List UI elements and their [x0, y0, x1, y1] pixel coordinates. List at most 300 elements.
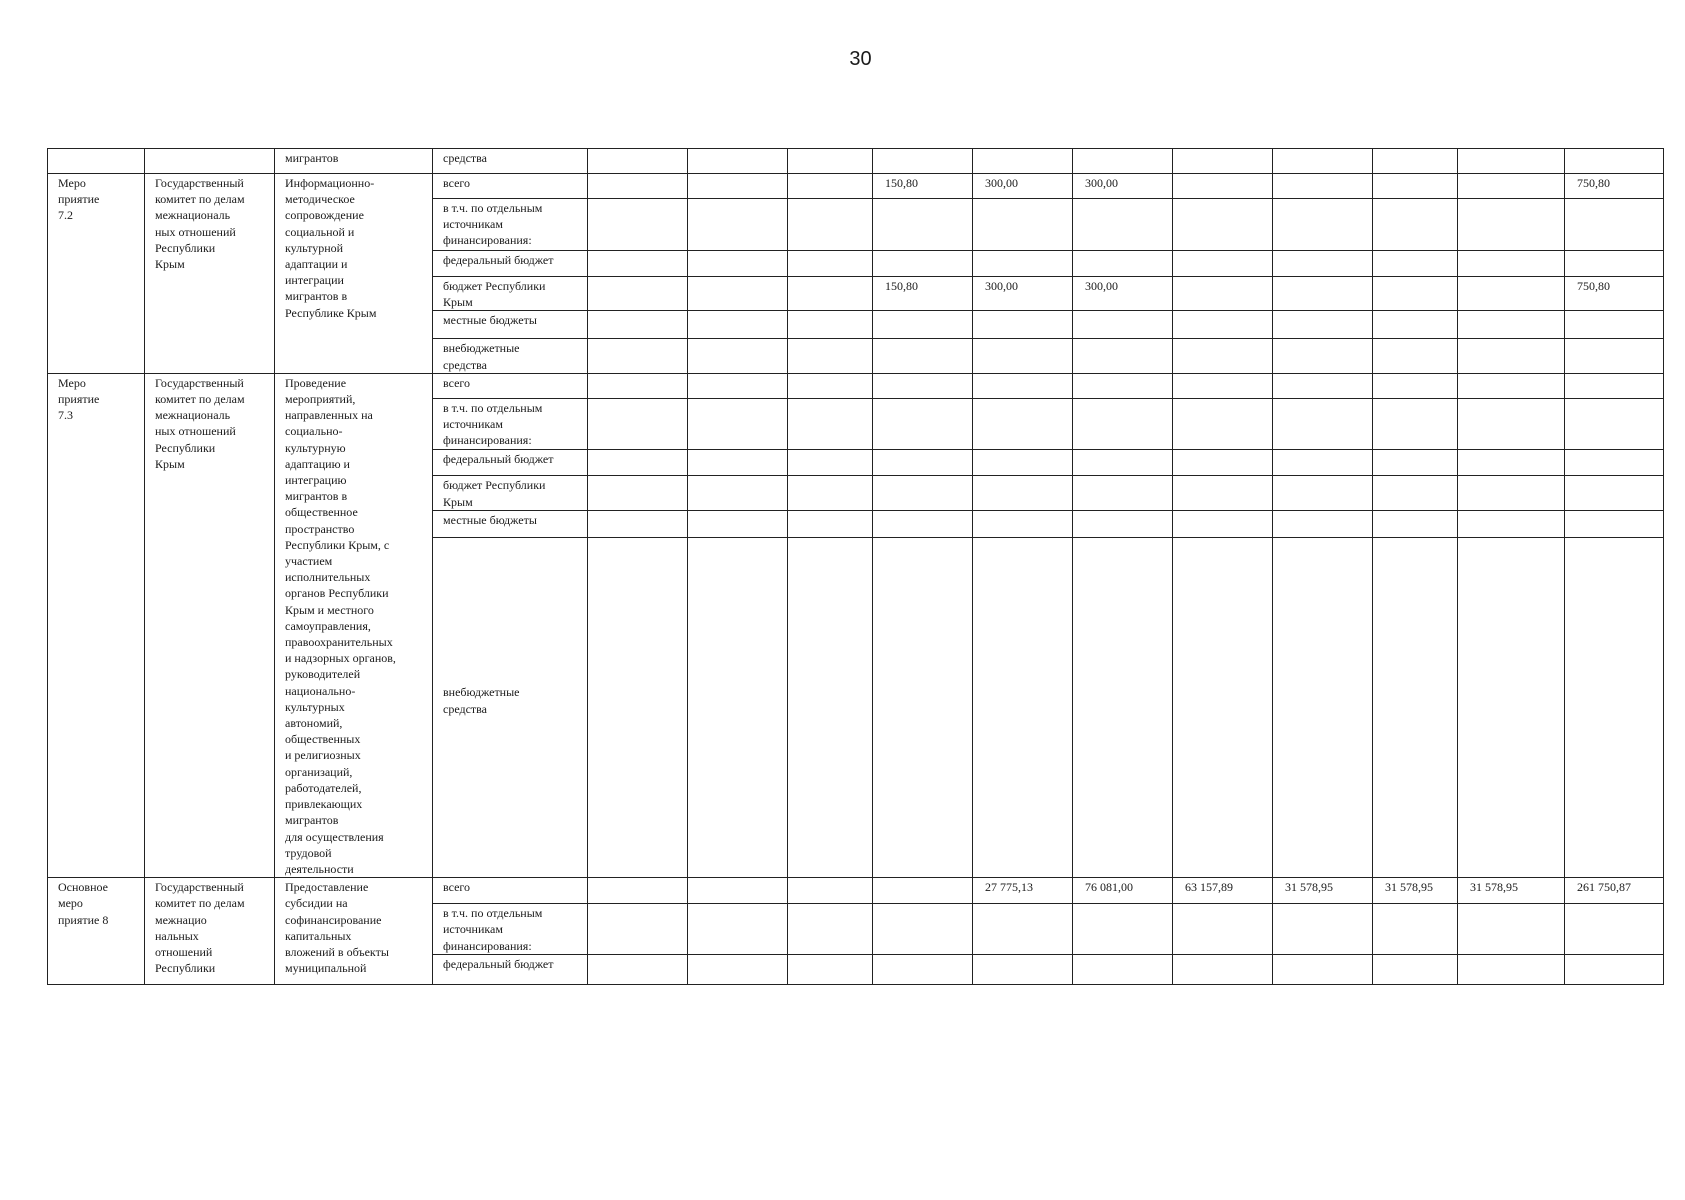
value-cell	[788, 476, 873, 511]
description-cell-line: пространство	[285, 521, 355, 536]
value-cell	[1565, 399, 1664, 450]
value-cell	[1458, 904, 1565, 955]
value-cell: 750,80	[1565, 277, 1664, 311]
value-cell	[1565, 476, 1664, 511]
event-cell-line: приятие 8	[58, 912, 109, 927]
value-cell	[873, 450, 973, 476]
funding-source-cell-line: в т.ч. по отдельным	[443, 401, 543, 416]
funding-source-cell	[433, 311, 588, 339]
value-cell	[588, 878, 688, 904]
funding-source-cell	[433, 251, 588, 277]
event-cell-line: 7.3	[58, 408, 73, 423]
value-cell	[1373, 373, 1458, 398]
funding-source-cell-line: средства	[443, 357, 488, 372]
value-cell	[1458, 199, 1565, 251]
value-cell	[1173, 149, 1273, 174]
table-row	[48, 174, 1664, 199]
value-cell	[1565, 954, 1664, 984]
value-cell: 63 157,89	[1173, 878, 1273, 904]
executor-cell-line: комитет по делам	[155, 392, 245, 407]
funding-source-cell	[433, 399, 588, 450]
executor-cell-line: Крым	[155, 456, 185, 471]
value-cell	[688, 174, 788, 199]
value-cell	[1073, 399, 1173, 450]
event-cell-line: Меро	[58, 176, 86, 190]
value-cell	[873, 878, 973, 904]
value-cell	[588, 251, 688, 277]
value-cell	[1273, 174, 1373, 199]
value-cell	[788, 511, 873, 537]
value-cell	[1173, 277, 1273, 311]
value-cell	[788, 537, 873, 878]
funding-source-cell	[433, 149, 588, 174]
value-cell	[788, 399, 873, 450]
value-cell	[588, 339, 688, 373]
description-cell-line: для осуществления	[285, 829, 384, 844]
value-cell	[1273, 339, 1373, 373]
description-cell-line: мигрантов в	[285, 289, 348, 304]
funding-source-cell-line: всего	[443, 880, 471, 895]
value-cell	[1273, 511, 1373, 537]
value-cell: 27 775,13	[973, 878, 1073, 904]
funding-source-cell	[433, 878, 588, 904]
value-cell	[688, 954, 788, 984]
value-cell	[1458, 149, 1565, 174]
value-cell	[588, 373, 688, 398]
value-cell	[688, 450, 788, 476]
description-cell-line: руководителей	[285, 667, 361, 682]
value-cell	[1073, 149, 1173, 174]
value-cell: 300,00	[973, 174, 1073, 199]
value-cell	[1565, 537, 1664, 878]
value-cell	[1073, 511, 1173, 537]
description-cell	[275, 878, 433, 985]
value-cell	[788, 450, 873, 476]
funding-source-cell-line: местные бюджеты	[443, 313, 537, 328]
event-cell	[48, 174, 145, 374]
executor-cell-line: Республики	[155, 240, 216, 255]
description-cell-line: культурных	[285, 699, 345, 714]
executor-cell-line: ных отношений	[155, 224, 236, 239]
value-cell	[1373, 339, 1458, 373]
value-cell	[1458, 511, 1565, 537]
value-cell	[1373, 251, 1458, 277]
event-cell-line: приятие	[58, 392, 100, 407]
funding-source-cell-line: в т.ч. по отдельным	[443, 906, 543, 921]
description-cell-line: софинансирование	[285, 912, 382, 927]
value-cell	[788, 954, 873, 984]
executor-cell-line: Республики	[155, 440, 216, 455]
value-cell	[1373, 311, 1458, 339]
value-cell	[1073, 476, 1173, 511]
value-cell	[873, 199, 973, 251]
executor-cell-line: межнациональ	[155, 408, 231, 423]
funding-source-cell	[433, 339, 588, 373]
description-cell-line: автономий,	[285, 716, 343, 731]
description-cell-line: деятельности	[285, 861, 354, 876]
value-cell: 150,80	[873, 174, 973, 199]
value-cell	[788, 904, 873, 955]
value-cell	[1273, 277, 1373, 311]
value-cell	[588, 149, 688, 174]
executor-cell	[145, 373, 275, 877]
funding-source-cell-line: финансирования:	[443, 433, 532, 448]
value-cell	[1565, 373, 1664, 398]
value-cell: 261 750,87	[1565, 878, 1664, 904]
description-cell-line: правоохранительных	[285, 635, 393, 650]
description-cell	[275, 149, 433, 174]
executor-cell-line: межнациональ	[155, 208, 231, 223]
value-cell	[588, 954, 688, 984]
funding-source-cell	[433, 511, 588, 537]
value-cell	[688, 399, 788, 450]
value-cell	[688, 511, 788, 537]
value-cell	[1073, 251, 1173, 277]
executor-cell-line: межнацио	[155, 912, 207, 927]
funding-source-cell-line: в т.ч. по отдельным	[443, 201, 543, 215]
description-cell-line: трудовой	[285, 845, 332, 860]
description-cell-line: и религиозных	[285, 748, 361, 763]
value-cell	[873, 476, 973, 511]
value-cell: 31 578,95	[1273, 878, 1373, 904]
value-cell	[588, 399, 688, 450]
value-cell	[1565, 199, 1664, 251]
value-cell	[973, 537, 1073, 878]
executor-cell	[145, 878, 275, 985]
value-cell	[688, 311, 788, 339]
description-cell	[275, 373, 433, 877]
value-cell: 300,00	[1073, 277, 1173, 311]
value-cell	[1373, 511, 1458, 537]
value-cell: 76 081,00	[1073, 878, 1173, 904]
value-cell	[1073, 339, 1173, 373]
value-cell	[1273, 537, 1373, 878]
value-cell	[1273, 149, 1373, 174]
value-cell	[1373, 450, 1458, 476]
funding-source-cell-line: внебюджетные	[443, 685, 520, 700]
event-cell-line: меро	[58, 896, 83, 911]
description-cell-line: и надзорных органов,	[285, 651, 396, 666]
value-cell	[1373, 174, 1458, 199]
value-cell	[588, 904, 688, 955]
funding-source-cell	[433, 174, 588, 199]
value-cell: 31 578,95	[1373, 878, 1458, 904]
event-cell-line: Меро	[58, 375, 86, 390]
value-cell	[873, 149, 973, 174]
description-cell-line: мигрантов	[285, 151, 339, 165]
description-cell-line: самоуправления,	[285, 618, 371, 633]
funding-source-cell-line: внебюджетные	[443, 341, 520, 356]
description-cell-line: исполнительных	[285, 570, 371, 585]
description-cell-line: работодателей,	[285, 780, 362, 795]
value-cell	[973, 954, 1073, 984]
funding-source-cell-line: источникам	[443, 922, 503, 937]
description-cell-line: сопровождение	[285, 208, 364, 223]
executor-cell-line: Государственный	[155, 880, 244, 895]
funding-source-cell-line: средства	[443, 151, 488, 165]
value-cell	[588, 277, 688, 311]
value-cell	[688, 878, 788, 904]
funding-source-cell	[433, 537, 588, 878]
value-cell	[973, 399, 1073, 450]
funding-source-cell-line: Крым	[443, 295, 473, 310]
value-cell	[1073, 904, 1173, 955]
value-cell: 31 578,95	[1458, 878, 1565, 904]
value-cell	[1373, 537, 1458, 878]
value-cell	[1458, 450, 1565, 476]
value-cell	[1073, 537, 1173, 878]
value-cell	[588, 199, 688, 251]
executor-cell-line: Республики	[155, 961, 216, 976]
value-cell	[1273, 199, 1373, 251]
value-cell: 300,00	[973, 277, 1073, 311]
value-cell	[688, 251, 788, 277]
value-cell	[688, 904, 788, 955]
value-cell	[873, 251, 973, 277]
executor-cell-line: Крым	[155, 257, 185, 272]
value-cell	[1373, 476, 1458, 511]
description-cell-line: общественное	[285, 505, 358, 520]
value-cell	[1273, 476, 1373, 511]
value-cell	[1373, 199, 1458, 251]
value-cell	[588, 511, 688, 537]
executor-cell-line: нальных	[155, 928, 199, 943]
value-cell	[973, 511, 1073, 537]
value-cell	[788, 339, 873, 373]
description-cell-line: методическое	[285, 192, 355, 207]
value-cell	[788, 174, 873, 199]
value-cell	[1173, 174, 1273, 199]
funding-source-cell-line: федеральный бюджет	[443, 956, 554, 971]
value-cell	[973, 476, 1073, 511]
description-cell-line: социальной и	[285, 224, 355, 239]
value-cell	[1273, 373, 1373, 398]
value-cell	[688, 537, 788, 878]
value-cell	[1173, 373, 1273, 398]
value-cell	[1073, 199, 1173, 251]
funding-source-cell-line: финансирования:	[443, 938, 532, 953]
description-cell-line: культурную	[285, 440, 346, 455]
value-cell	[1458, 277, 1565, 311]
executor-cell-line: Государственный	[155, 375, 244, 390]
value-cell	[1565, 904, 1664, 955]
value-cell: 750,80	[1565, 174, 1664, 199]
value-cell	[1458, 373, 1565, 398]
funding-source-cell-line: федеральный бюджет	[443, 253, 554, 267]
value-cell	[1565, 251, 1664, 277]
executor-cell	[145, 174, 275, 374]
funding-source-cell-line: средства	[443, 701, 488, 716]
value-cell	[1073, 373, 1173, 398]
value-cell	[973, 373, 1073, 398]
description-cell-line: национально-	[285, 683, 356, 698]
value-cell	[1273, 251, 1373, 277]
funding-source-cell	[433, 373, 588, 398]
value-cell	[1173, 339, 1273, 373]
value-cell	[1173, 450, 1273, 476]
value-cell	[873, 511, 973, 537]
value-cell	[688, 339, 788, 373]
value-cell	[688, 199, 788, 251]
value-cell	[788, 199, 873, 251]
description-cell-line: органов Республики	[285, 586, 389, 601]
description-cell-line: общественных	[285, 732, 361, 747]
table-row	[48, 149, 1664, 174]
value-cell	[873, 311, 973, 339]
description-cell-line: капитальных	[285, 928, 352, 943]
value-cell	[1458, 954, 1565, 984]
value-cell	[973, 251, 1073, 277]
value-cell	[1458, 399, 1565, 450]
value-cell	[973, 450, 1073, 476]
description-cell-line: мигрантов в	[285, 489, 348, 504]
value-cell	[788, 373, 873, 398]
executor-cell	[145, 149, 275, 174]
value-cell	[788, 149, 873, 174]
value-cell	[1173, 251, 1273, 277]
value-cell	[1173, 537, 1273, 878]
description-cell-line: участием	[285, 554, 333, 569]
event-cell	[48, 373, 145, 877]
value-cell	[873, 537, 973, 878]
value-cell	[1173, 904, 1273, 955]
executor-cell-line: Государственный	[155, 176, 244, 190]
event-cell-line: Основное	[58, 880, 108, 895]
value-cell	[1173, 954, 1273, 984]
description-cell-line: Крым и местного	[285, 602, 374, 617]
budget-table	[47, 148, 1664, 985]
description-cell-line: Проведение	[285, 375, 347, 390]
executor-cell-line: отношений	[155, 944, 213, 959]
value-cell	[688, 476, 788, 511]
event-cell	[48, 149, 145, 174]
funding-source-cell	[433, 199, 588, 251]
value-cell	[1373, 277, 1458, 311]
funding-source-cell	[433, 450, 588, 476]
description-cell-line: Республики Крым, с	[285, 537, 390, 552]
value-cell	[1373, 904, 1458, 955]
funding-source-cell-line: финансирования:	[443, 233, 532, 248]
event-cell-line: 7.2	[58, 208, 73, 223]
funding-source-cell	[433, 954, 588, 984]
description-cell-line: привлекающих	[285, 797, 363, 812]
description-cell-line: социально-	[285, 424, 343, 439]
event-cell-line: приятие	[58, 192, 100, 207]
description-cell-line: субсидии на	[285, 896, 348, 911]
value-cell	[688, 149, 788, 174]
value-cell	[1458, 537, 1565, 878]
value-cell	[973, 199, 1073, 251]
value-cell	[1273, 399, 1373, 450]
description-cell-line: Информационно-	[285, 176, 375, 190]
value-cell	[873, 954, 973, 984]
value-cell	[788, 311, 873, 339]
value-cell	[788, 277, 873, 311]
value-cell	[1173, 511, 1273, 537]
description-cell-line: организаций,	[285, 764, 353, 779]
value-cell	[1458, 339, 1565, 373]
value-cell	[1565, 311, 1664, 339]
funding-source-cell-line: местные бюджеты	[443, 513, 537, 528]
value-cell	[1373, 954, 1458, 984]
value-cell	[688, 277, 788, 311]
table-row	[48, 373, 1664, 398]
description-cell-line: адаптации и	[285, 257, 348, 272]
value-cell	[588, 537, 688, 878]
executor-cell-line: комитет по делам	[155, 896, 245, 911]
value-cell	[1173, 311, 1273, 339]
funding-source-cell-line: Крым	[443, 494, 473, 509]
description-cell-line: интеграцию	[285, 473, 347, 488]
value-cell	[588, 450, 688, 476]
table-row	[48, 878, 1664, 904]
value-cell	[873, 399, 973, 450]
executor-cell-line: комитет по делам	[155, 192, 245, 207]
value-cell	[1273, 450, 1373, 476]
description-cell-line: мероприятий,	[285, 392, 356, 407]
value-cell	[1373, 149, 1458, 174]
description-cell-line: Предоставление	[285, 880, 369, 895]
value-cell	[1565, 339, 1664, 373]
value-cell	[1073, 954, 1173, 984]
value-cell	[1565, 511, 1664, 537]
value-cell	[1273, 311, 1373, 339]
description-cell-line: интеграции	[285, 273, 344, 288]
funding-source-cell-line: всего	[443, 176, 471, 190]
value-cell	[973, 149, 1073, 174]
value-cell	[973, 339, 1073, 373]
funding-source-cell-line: источникам	[443, 417, 503, 432]
page-number: 30	[849, 48, 872, 70]
value-cell	[1458, 251, 1565, 277]
funding-source-cell-line: федеральный бюджет	[443, 452, 554, 467]
value-cell	[1073, 311, 1173, 339]
funding-source-cell-line: бюджет Республики	[443, 279, 546, 293]
value-cell	[973, 904, 1073, 955]
value-cell	[1458, 476, 1565, 511]
value-cell	[788, 878, 873, 904]
value-cell	[1173, 199, 1273, 251]
value-cell	[1373, 399, 1458, 450]
value-cell	[873, 339, 973, 373]
value-cell	[873, 373, 973, 398]
value-cell	[1458, 311, 1565, 339]
description-cell-line: мигрантов	[285, 813, 339, 828]
funding-source-cell-line: бюджет Республики	[443, 478, 546, 493]
funding-source-cell	[433, 277, 588, 311]
value-cell: 300,00	[1073, 174, 1173, 199]
description-cell-line: вложений в объекты	[285, 944, 389, 959]
description-cell-line: адаптацию и	[285, 456, 350, 471]
value-cell	[1458, 174, 1565, 199]
value-cell	[688, 373, 788, 398]
funding-source-cell	[433, 476, 588, 511]
executor-cell-line: ных отношений	[155, 424, 236, 439]
value-cell	[788, 251, 873, 277]
value-cell	[1273, 954, 1373, 984]
description-cell-line: культурной	[285, 240, 344, 255]
funding-source-cell-line: всего	[443, 375, 471, 390]
funding-source-cell-line: источникам	[443, 217, 503, 232]
value-cell	[1173, 399, 1273, 450]
value-cell	[588, 476, 688, 511]
description-cell-line: направленных на	[285, 408, 373, 423]
description-cell-line: Республике Крым	[285, 305, 377, 320]
value-cell	[1565, 450, 1664, 476]
event-cell	[48, 878, 145, 985]
value-cell	[973, 311, 1073, 339]
value-cell	[588, 311, 688, 339]
